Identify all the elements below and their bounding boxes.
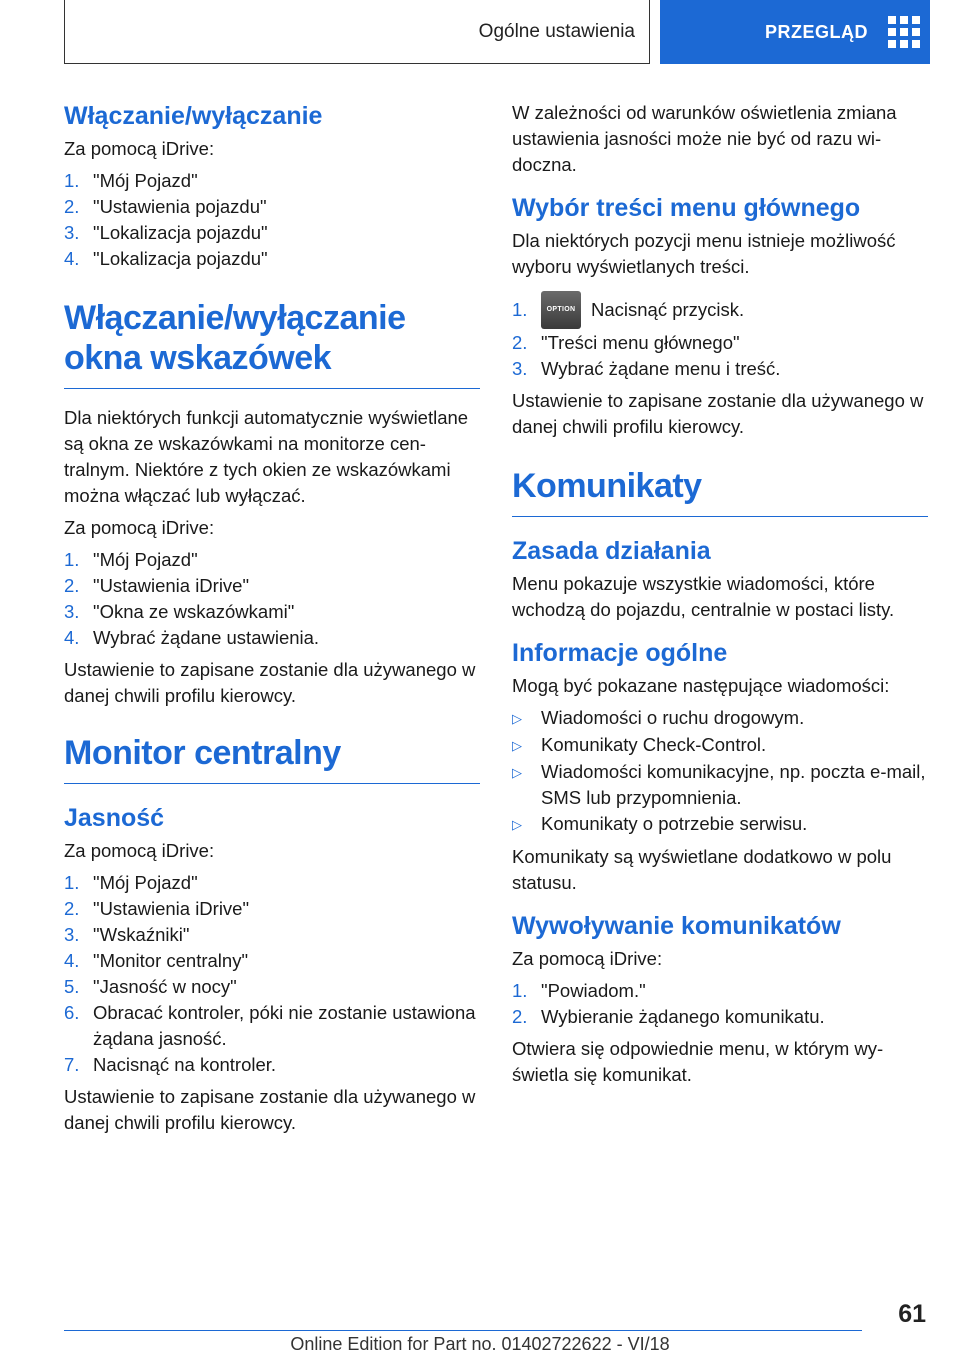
triangle-bullet-icon: ▷ [512,711,522,726]
list-item [64,625,480,651]
brightness-note: W zależności od warunków oświetlenia zmiana ustawienia jasności może nie być od razu widoczna. [512,102,897,175]
list-item [64,547,480,573]
triangle-bullet-icon: ▷ [512,817,522,832]
step-text: "Okna ze wskazówkami" [93,601,295,622]
heading-general-info: Informacje ogólne [512,639,728,667]
page-header [64,0,930,64]
bullet-text: Wiadomości komunikacyjne, np. poczta e-mail, SMS lub przypomnienia. [541,761,926,808]
list-item [64,896,480,922]
heading-central-monitor: Monitor centralny [64,733,480,784]
section-title-tab[interactable] [64,0,650,64]
step-number: 3. [64,924,80,945]
step-number: 7. [64,1054,80,1075]
step-text: "Jasność w nocy" [93,976,237,997]
heading-messages: Komunikaty [512,466,928,517]
overview-label: PRZEGLĄD [765,21,868,42]
step-number: 6. [64,1002,80,1023]
steps-list-brightness [64,870,480,1078]
option-button-icon: OPTION [541,291,581,329]
right-column [512,100,928,1088]
page-number: 61 [898,1300,926,1328]
step-number: 1. [64,549,80,570]
steps-list-messages [512,978,928,1030]
triangle-bullet-icon: ▷ [512,738,522,753]
step-number: 3. [64,222,80,243]
step-text: "Ustawienia iDrive" [93,575,250,596]
list-item [64,948,480,974]
step-text: Nacisnąć przycisk. [591,299,745,320]
list-item [512,1004,928,1030]
step-number: 1. [64,170,80,191]
steps-list-hints [64,547,480,651]
list-item [64,573,480,599]
list-item [64,168,480,194]
intro-text: Za pomocą iDrive: [64,517,215,538]
heading-calling-messages: Wywoływanie komunikatów [512,912,841,940]
step-text: "Mój Pojazd" [93,170,198,191]
step-number: 3. [512,358,528,379]
menu-opens-note: Otwiera się odpowiednie menu, w którym wyświetla się komunikat. [512,1038,884,1085]
list-item [512,732,928,759]
step-number: 4. [64,627,80,648]
bullet-text: Komunikaty Check-Control. [541,734,767,755]
step-text: "Mój Pojazd" [93,549,198,570]
list-item [64,246,480,272]
step-number: 4. [64,248,80,269]
list-item [512,330,928,356]
step-number: 2. [512,1006,528,1027]
list-item [512,759,928,811]
list-item [64,870,480,896]
heading-brightness: Jasność [64,804,165,832]
bullet-text: Komunikaty o potrzebie serwisu. [541,813,808,834]
step-text: "Monitor centralny" [93,950,249,971]
overview-button[interactable] [660,0,930,64]
list-item [64,194,480,220]
hint-windows-description: Dla niektórych funkcji automatycznie wyświetlane są okna ze wskazówkami na monitorze centralnym. Niektóre z tych okien ze wskazówkami można włączać lub wyłączać. [64,407,469,506]
steps-list-main-menu-rest [512,330,928,382]
grid-menu-icon [888,16,920,48]
step-text: Obracać kontroler, póki nie zostanie ustawiona żądana jasność. [93,1002,476,1049]
triangle-bullet-icon: ▷ [512,765,522,780]
message-types-list [512,705,928,838]
steps-list-main-menu [512,290,928,330]
bullet-text: Wiadomości o ruchu drogowym. [541,707,805,728]
step-number: 1. [64,872,80,893]
intro-text: Za pomocą iDrive: [64,840,215,861]
step-text: "Lokalizacja pojazdu" [93,222,268,243]
section-title: Ogólne ustawienia [478,20,635,42]
edition-footer: Online Edition for Part no. 01402722622 - VI/18 [290,1334,670,1354]
left-column [64,100,480,1136]
principle-description: Menu pokazuje wszystkie wiadomości, które wchodzą do pojazdu, centralnie w postaci listy. [512,573,895,620]
step-number: 5. [64,976,80,997]
status-field-note: Komunikaty są wyświetlane dodatkowo w polu statusu. [512,846,892,893]
step-number: 1. [512,299,528,320]
intro-text: Za pomocą iDrive: [512,948,663,969]
list-item [512,356,928,382]
step-text: Wybrać żądane ustawienia. [93,627,320,648]
step-number: 2. [64,575,80,596]
step-text: "Ustawienia iDrive" [93,898,250,919]
general-info-description: Mogą być pokazane następujące wiadomości: [512,675,890,696]
list-item [64,922,480,948]
step-number: 4. [64,950,80,971]
list-item [64,220,480,246]
step-number: 2. [64,898,80,919]
heading-hint-windows: Włączanie/wyłączanie okna wskazówek [64,298,480,389]
profile-note: Ustawienie to zapisane zostanie dla używanego w danej chwili profilu kierowcy. [64,659,476,706]
list-item [512,290,928,330]
main-menu-description: Dla niektórych pozycji menu istnieje możliwość wyboru wyświetlanych treści. [512,230,896,277]
list-item [512,811,928,838]
step-number: 2. [512,332,528,353]
heading-wlaczanie: Włączanie/wyłączanie [64,102,323,130]
step-text: "Ustawienia pojazdu" [93,196,267,217]
profile-note: Ustawienie to zapisane zostanie dla używanego w danej chwili profilu kierowcy. [64,1086,476,1133]
list-item [64,1052,480,1078]
step-number: 1. [512,980,528,1001]
step-text: "Treści menu głównego" [541,332,740,353]
profile-note: Ustawienie to zapisane zostanie dla używanego w danej chwili profilu kierowcy. [512,390,924,437]
list-item [512,978,928,1004]
list-item [64,974,480,1000]
step-text: Wybrać żądane menu i treść. [541,358,781,379]
steps-list-vehicle [64,168,480,272]
heading-main-menu-content: Wybór treści menu głównego [512,194,861,222]
step-text: "Wskaźniki" [93,924,190,945]
list-item [64,599,480,625]
step-number: 3. [64,601,80,622]
step-text: "Powiadom." [541,980,646,1001]
step-text: "Mój Pojazd" [93,872,198,893]
list-item [64,1000,480,1052]
step-text: "Lokalizacja pojazdu" [93,248,268,269]
step-text: Wybieranie żądanego komunikatu. [541,1006,825,1027]
footer-divider [64,1330,862,1331]
list-item [512,705,928,732]
step-number: 2. [64,196,80,217]
step-text: Nacisnąć na kontroler. [93,1054,277,1075]
heading-principle: Zasada działania [512,537,711,565]
intro-text: Za pomocą iDrive: [64,138,215,159]
